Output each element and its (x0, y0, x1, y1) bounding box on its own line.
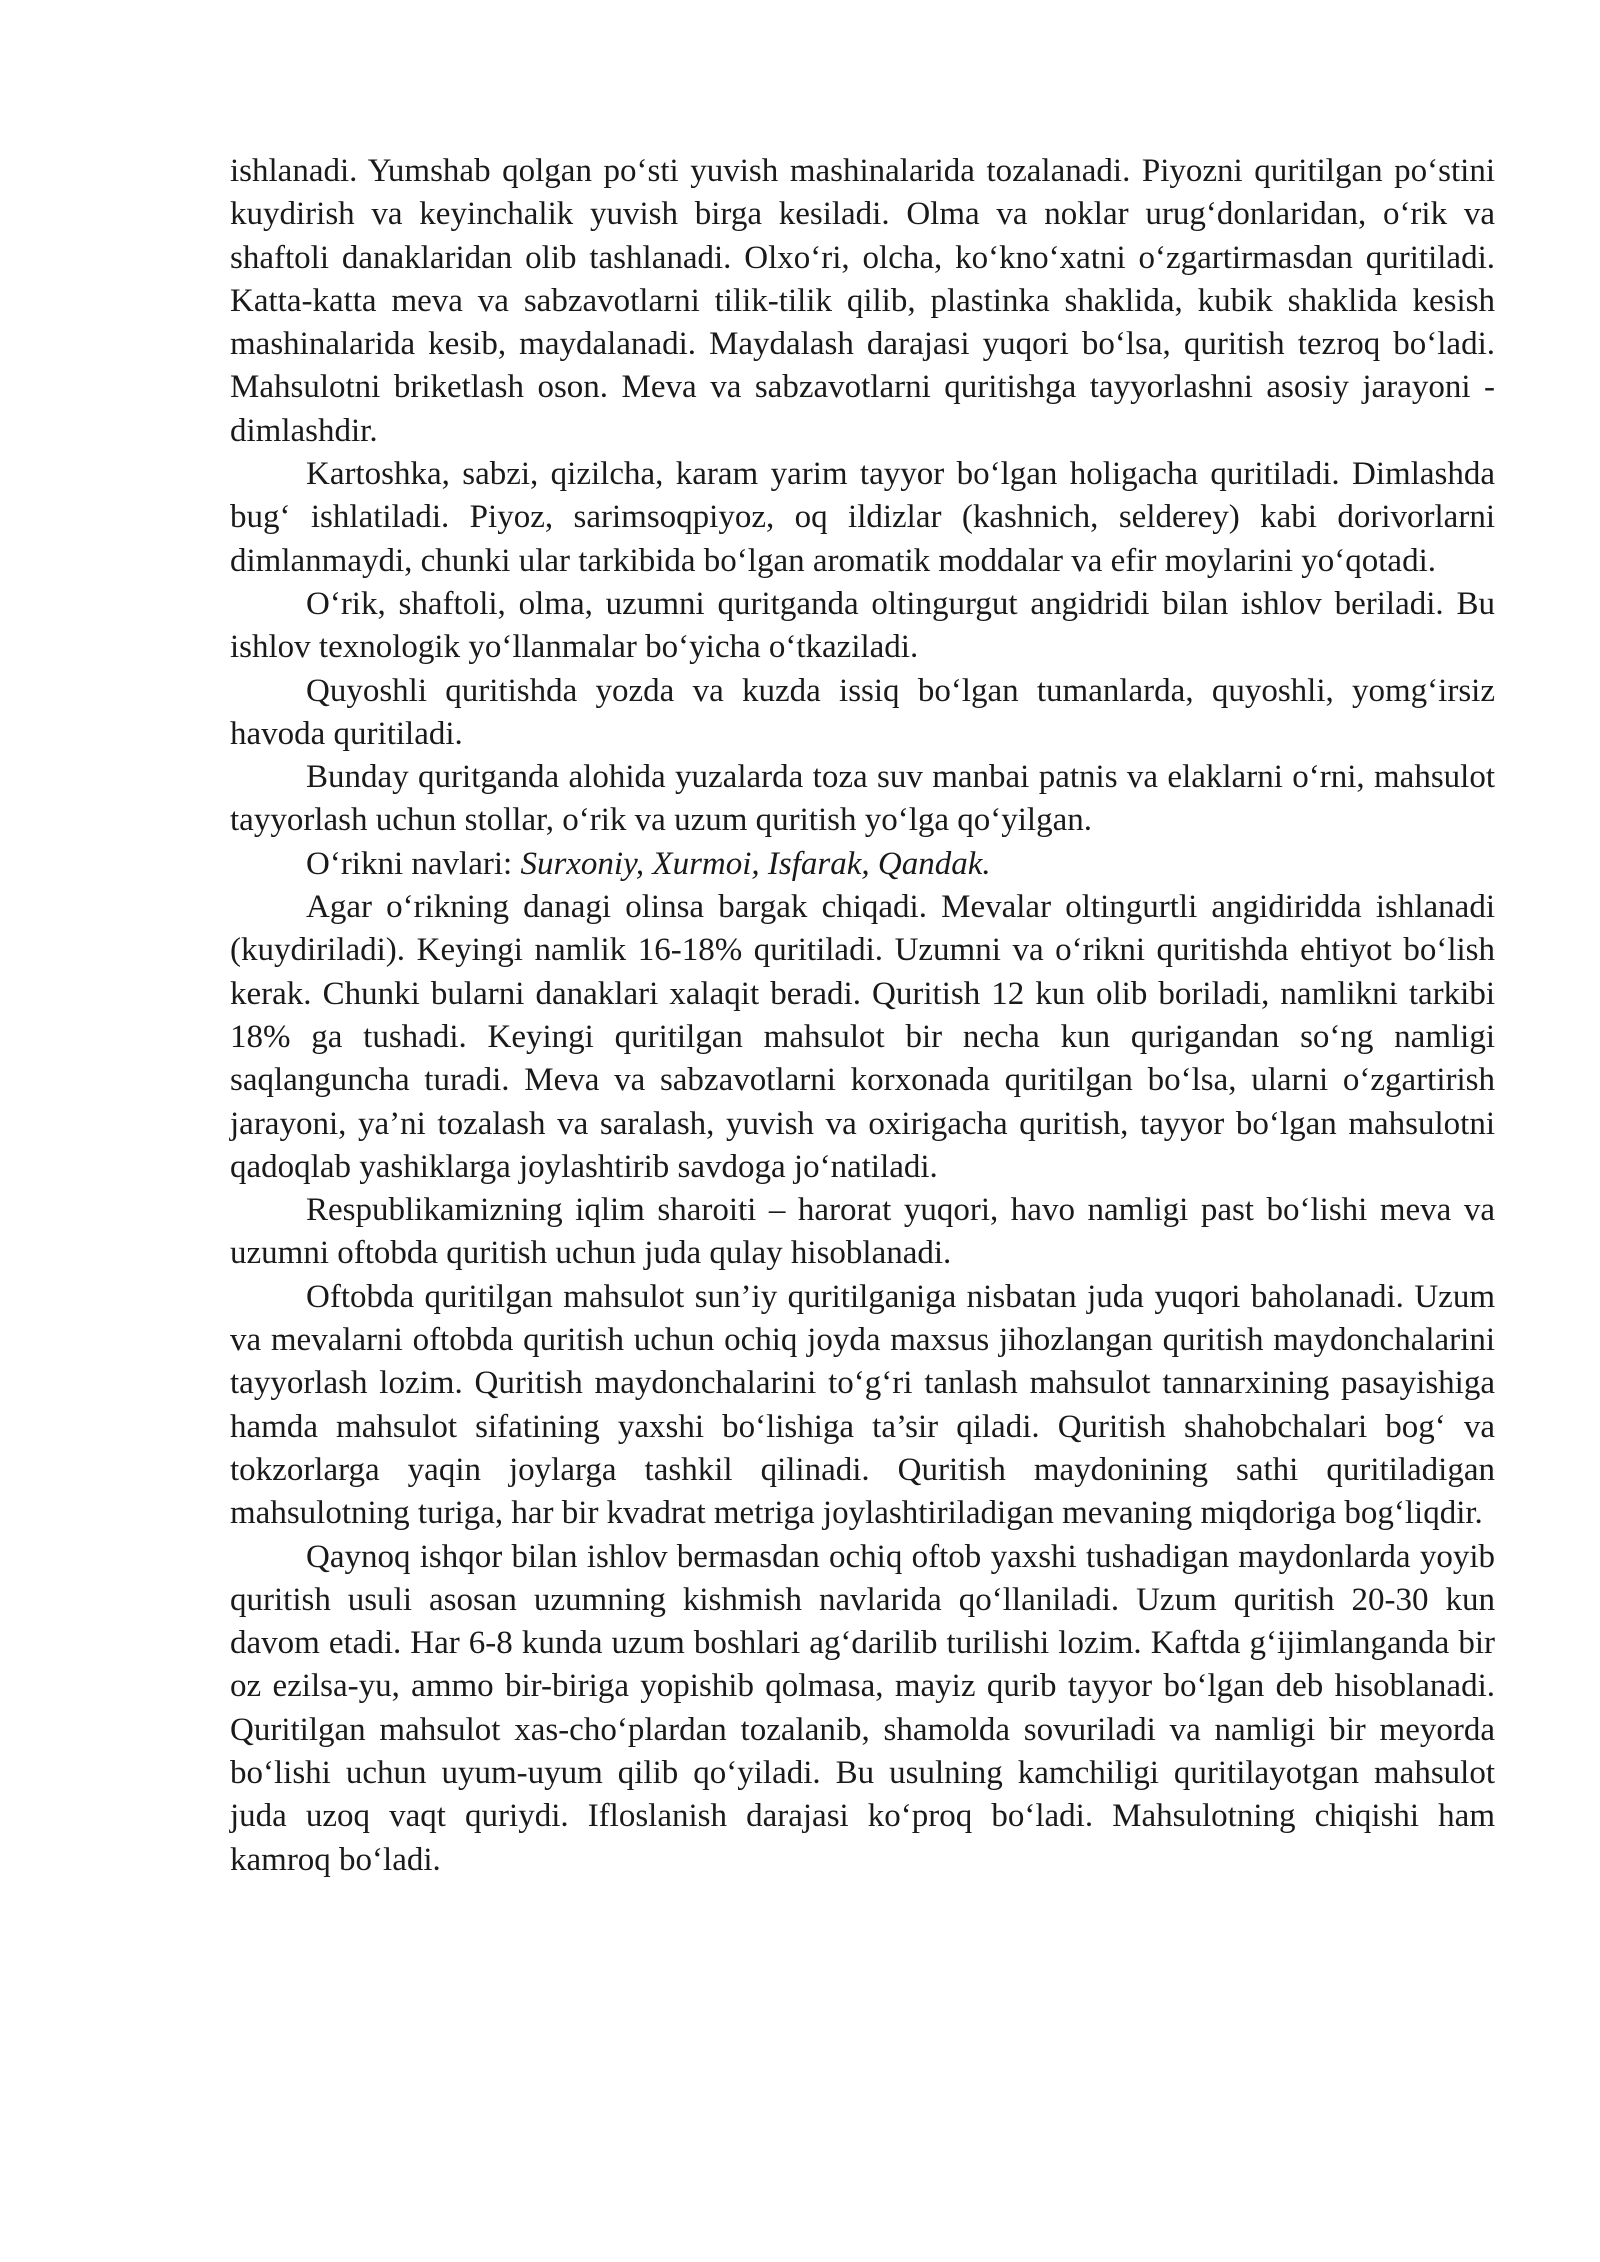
paragraph-continuation: ishlanadi. Yumshab qolgan po‘sti yuvish mashinalarida tozalanadi. Piyozni quritilgan po‘stini kuydirish va keyinchalik yuvish birga kesiladi. Olma va noklar urug‘donlaridan, o‘rik va shaftoli danaklaridan olib tashlanadi. Olxo‘ri, olcha, ko‘kno‘xatni o‘zgartirmasdan quritiladi. Katta-katta meva va sabzavotlarni tilik-tilik qilib, plastinka shaklida, kubik shaklida kesish mashinalarida kesib, maydalanadi. Maydalash darajasi yuqori bo‘lsa, quritish tezroq bo‘ladi. Mahsulotni briketlash oson. Meva va sabzavotlarni quritishga tayyorlashni asosiy jarayoni - dimlashdir. (230, 153, 1495, 449)
paragraph-sun-drying: Quyoshli quritishda yozda va kuzda issiq bo‘lgan tumanlarda, quyoshli, yomg‘irsiz havoda quritiladi. (230, 672, 1495, 752)
paragraph-drying-sites: Bunday quritganda alohida yuzalarda toza suv manbai patnis va elaklarni o‘rni, mahsulot tayyorlash uchun stollar, o‘rik va uzum quritish yo‘lga qo‘yilgan. (230, 759, 1495, 839)
paragraph-climate: Respublikamizning iqlim sharoiti – harorat yuqori, havo namligi past bo‘lishi meva va uzumni oftobda quritish uchun juda qulay hisoblanadi. (230, 1192, 1495, 1272)
varieties-label: O‘rikni navlari: (306, 845, 521, 882)
paragraph-apricot-varieties (230, 843, 1495, 886)
paragraph-sulfur-treatment: O‘rik, shaftoli, olma, uzumni quritganda oltingurgut angidridi bilan ishlov beriladi. Bu ishlov texnologik yo‘llanmalar bo‘yicha o‘tkaziladi. (230, 585, 1495, 666)
paragraph-drying-platforms: Oftobda quritilgan mahsulot sun’iy quritilganiga nisbatan juda yuqori baholanadi. Uzum va mevalarni oftobda quritish uchun ochiq joyda maxsus jihozlangan quritish maydonchalarini tayyorlash lozim. Quritish maydonchalarini to‘g‘ri tanlash mahsulot tannarxining pasayishiga hamda mahsulot sifatining yaxshi bo‘lishiga ta’sir qiladi. Quritish shahobchalari bog‘ va tokzorlarga yaqin joylarga tashkil qilinadi. Quritish maydonining sathi quritiladigan mahsulotning turiga, har bir kvadrat metriga joylashtiriladigan mevaning miqdoriga bog‘liqdir. (230, 1278, 1495, 1532)
varieties-list: Surxoniy, Xurmoi, Isfarak, Qandak. (520, 845, 991, 882)
paragraph-raisin-drying: Qaynoq ishqor bilan ishlov bermasdan ochiq oftob yaxshi tushadigan maydonlarda yoyib quritish usuli asosan uzumning kishmish navlarida qo‘llaniladi. Uzum quritish 20-30 kun davom etadi. Har 6-8 kunda uzum boshlari ag‘darilib turilishi lozim. Kaftda g‘ijimlanganda bir oz ezilsa-yu, ammo bir-biriga yopishib qolmasa, mayiz qurib tayyor bo‘lgan deb hisoblanadi. Quritilgan mahsulot xas-cho‘plardan tozalanib, shamolda sovuriladi va namligi bir meyorda bo‘lishi uchun uyum-uyum qilib qo‘yiladi. Bu usulning kamchiligi quritilayotgan mahsulot juda uzoq vaqt quriydi. Ifloslanish darajasi ko‘proq bo‘ladi. Mahsulotning chiqishi ham kamroq bo‘ladi. (230, 1538, 1495, 1878)
paragraph-apricot-processing: Agar o‘rikning danagi olinsa bargak chiqadi. Mevalar oltingurtli angidiridda ishlanadi (kuydiriladi). Keyingi namlik 16-18% quritiladi. Uzumni va o‘rikni quritishda ehtiyot bo‘lish kerak. Chunki bularni danaklari xalaqit beradi. Quritish 12 kun olib boriladi, namlikni tarkibi 18% ga tushadi. Keyingi quritilgan mahsulot bir necha kun qurigandan so‘ng namligi saqlanguncha turadi. Meva va sabzavotlarni korxonada quritilgan bo‘lsa, ularni o‘zgartirish jarayoni, ya’ni tozalash va saralash, yuvish va oxirigacha quritish, tayyor bo‘lgan mahsulotni qadoqlab yashiklarga joylashtirib savdoga jo‘natiladi. (230, 889, 1495, 1185)
paragraph-blanching: Kartoshka, sabzi, qizilcha, karam yarim tayyor bo‘lgan holigacha quritiladi. Dimlashda bug‘ ishlatiladi. Piyoz, sarimsoqpiyoz, oq ildizlar (kashnich, selderey) kabi dorivorlarni dimlanmaydi, chunki ular tarkibida bo‘lgan aromatik moddalar va efir moylarini yo‘qotadi. (230, 456, 1495, 579)
document-page (230, 150, 1495, 1882)
